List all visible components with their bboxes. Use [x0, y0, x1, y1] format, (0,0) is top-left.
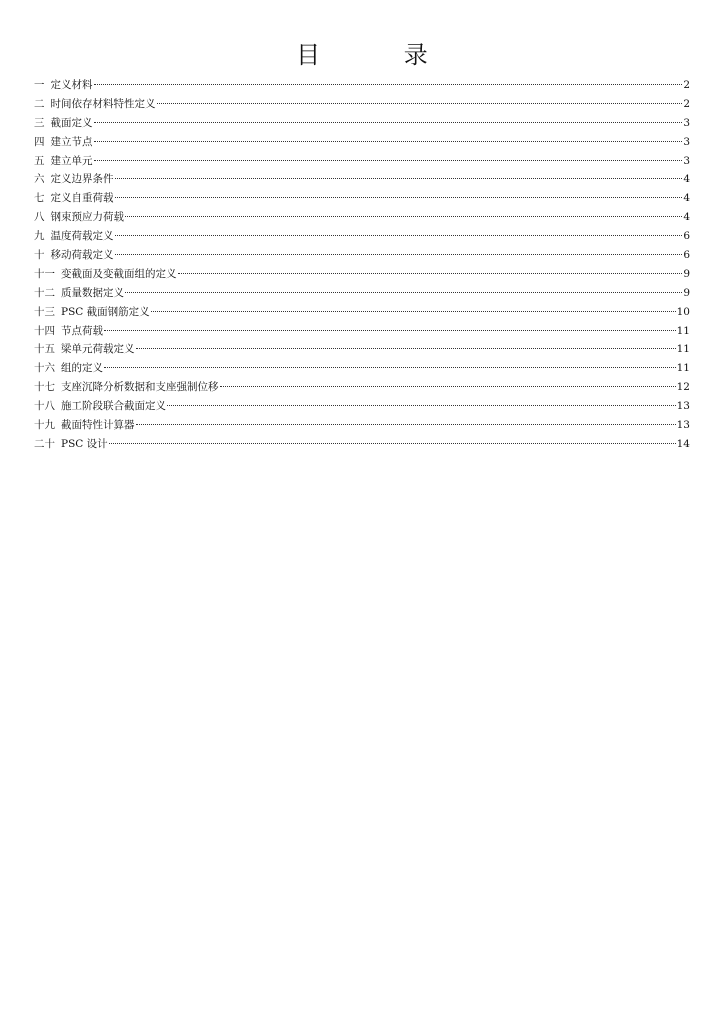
toc-entry-number: 十九 [34, 419, 55, 432]
toc-entry-title: 组的定义 [61, 362, 103, 375]
toc-entry-page-number: 11 [676, 343, 690, 356]
toc-entry-number: 六 [34, 173, 45, 186]
toc-entry-number: 十三 [34, 305, 55, 318]
toc-entry-number: 十七 [34, 381, 55, 394]
toc-entry-title: PSC 设计 [61, 437, 108, 450]
toc-entry-title: 温度荷载定义 [50, 230, 114, 243]
toc-entry-page-number: 6 [683, 249, 690, 262]
toc-entry-page-number: 2 [683, 97, 690, 110]
toc-entry[interactable] [34, 170, 690, 189]
toc-entry-title: 定义材料 [50, 79, 93, 91]
toc-entry-number: 十四 [34, 324, 55, 337]
toc-entry-title: 节点荷载 [61, 324, 103, 337]
page-title: 目 录 [296, 41, 466, 69]
toc-entry-number: 二十 [34, 437, 55, 450]
toc-entry-number: 三 [34, 116, 45, 129]
toc-entry[interactable] [34, 322, 690, 341]
toc-entry-title: 定义边界条件 [50, 173, 114, 186]
toc-entry[interactable] [34, 76, 690, 95]
toc-dot-leader [151, 311, 676, 312]
toc-entry[interactable] [34, 189, 690, 208]
toc-entry-page-number: 4 [683, 192, 690, 205]
toc-dot-leader [104, 330, 676, 331]
toc-dot-leader [136, 424, 676, 425]
toc-entry-number: 四 [34, 135, 45, 148]
toc-dot-leader [94, 84, 683, 85]
toc-entry[interactable] [34, 340, 690, 359]
toc-entry-title: 建立单元 [50, 154, 93, 167]
toc-entry-number: 十一 [34, 267, 55, 280]
toc-entry-page-number: 12 [676, 381, 690, 394]
toc-entry[interactable] [34, 114, 690, 133]
toc-dot-leader [104, 367, 676, 368]
toc-entry[interactable] [34, 416, 690, 435]
toc-dot-leader [109, 443, 676, 444]
toc-entry-number: 二 [34, 97, 45, 110]
toc-entry-page-number: 13 [676, 419, 690, 432]
toc-entry[interactable] [34, 397, 690, 416]
toc-dot-leader [178, 273, 683, 274]
toc-entry-page-number: 3 [683, 154, 690, 167]
toc-entry-page-number: 11 [676, 324, 690, 337]
toc-entry-number: 十二 [34, 286, 55, 299]
toc-entry-page-number: 2 [683, 79, 690, 91]
toc-entry-title: 支座沉降分析数据和支座强制位移 [61, 381, 219, 394]
toc-entry[interactable] [34, 152, 690, 171]
toc-entry-number: 一 [34, 79, 45, 91]
toc-dot-leader [167, 405, 676, 406]
toc-entry-title: 变截面及变截面组的定义 [61, 267, 177, 280]
toc-entry-page-number: 13 [676, 400, 690, 413]
toc-entry[interactable] [34, 227, 690, 246]
toc-entry-page-number: 9 [683, 267, 690, 280]
toc-entry-page-number: 4 [683, 173, 690, 186]
toc-entry-title: 截面特性计算器 [61, 419, 135, 432]
toc-entry-title: 梁单元荷载定义 [61, 343, 135, 356]
toc-entry[interactable] [34, 359, 690, 378]
toc-entry-page-number: 3 [683, 135, 690, 148]
toc-entry-number: 十五 [34, 343, 55, 356]
toc-entry[interactable] [34, 246, 690, 265]
toc-entry-title: 移动荷载定义 [50, 249, 114, 262]
toc-entry[interactable] [34, 378, 690, 397]
toc-entry[interactable] [34, 303, 690, 322]
toc-entry-number: 七 [34, 192, 45, 205]
toc-entry-page-number: 9 [683, 286, 690, 299]
toc-dot-leader [115, 197, 683, 198]
toc-entry-page-number: 4 [683, 211, 690, 224]
toc-entry-title: PSC 截面钢筋定义 [61, 305, 150, 318]
toc-entry[interactable] [34, 265, 690, 284]
toc-entry-number: 九 [34, 230, 45, 243]
toc-entry[interactable] [34, 284, 690, 303]
toc-entry-number: 十八 [34, 400, 55, 413]
toc-entry-title: 质量数据定义 [61, 286, 124, 299]
toc-entry-page-number: 11 [676, 362, 690, 375]
toc-entry-title: 时间依存材料特性定义 [50, 97, 156, 110]
toc-dot-leader [94, 160, 683, 161]
toc-entry-title: 钢束预应力荷载 [50, 211, 124, 224]
toc-entry-page-number: 6 [683, 230, 690, 243]
toc-entry[interactable] [34, 95, 690, 114]
toc-dot-leader [115, 178, 683, 179]
toc-entry-number: 十 [34, 249, 45, 262]
toc-dot-leader [115, 235, 683, 236]
toc-entry-title: 定义自重荷载 [50, 192, 114, 205]
toc-dot-leader [125, 292, 682, 293]
toc-entry-number: 五 [34, 154, 45, 167]
table-of-contents [34, 76, 690, 454]
toc-entry[interactable] [34, 208, 690, 227]
toc-entry[interactable] [34, 133, 690, 152]
toc-dot-leader [157, 103, 683, 104]
toc-dot-leader [94, 122, 683, 123]
toc-entry-page-number: 10 [676, 305, 690, 318]
toc-dot-leader [136, 348, 676, 349]
toc-entry-number: 八 [34, 211, 45, 224]
toc-entry-title: 施工阶段联合截面定义 [61, 400, 166, 413]
toc-entry-page-number: 3 [683, 116, 690, 129]
toc-entry-title: 截面定义 [50, 116, 93, 129]
toc-entry-number: 十六 [34, 362, 55, 375]
toc-entry-page-number: 14 [676, 437, 690, 450]
toc-dot-leader [125, 216, 682, 217]
toc-entry-title: 建立节点 [50, 135, 93, 148]
toc-dot-leader [94, 141, 683, 142]
toc-dot-leader [115, 254, 683, 255]
toc-entry[interactable] [34, 435, 690, 454]
toc-dot-leader [220, 386, 676, 387]
